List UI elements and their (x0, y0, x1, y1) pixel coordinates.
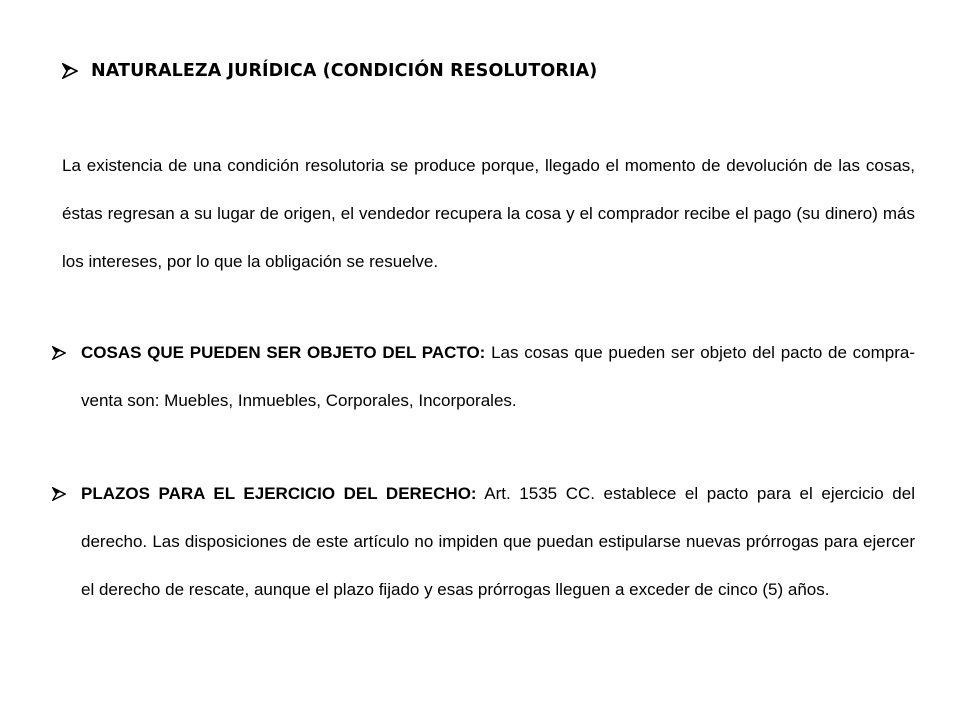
bullet-item-cosas (52, 329, 915, 425)
arrow-bullet-icon (52, 346, 66, 360)
bullet-text (81, 329, 915, 425)
bullet-item-plazos (52, 470, 915, 614)
bullet-text (81, 470, 915, 614)
arrow-bullet-icon (62, 63, 78, 79)
intro-paragraph: La existencia de una condición resolutoria se produce porque, llegado el momento de devolución de las cosas, éstas regresan a su lugar de origen, el vendedor recupera la cosa y el comprador recibe el pago (su dinero) más los intereses, por lo que la obligación se resuelve. (62, 156, 915, 271)
section-heading (62, 61, 922, 81)
bullet-body: Las cosas que pueden ser objeto del pacto de compra-venta son: Muebles, Inmuebles, Corporales, Incorporales. (81, 343, 915, 410)
bullet-label: COSAS QUE PUEDEN SER OBJETO DEL PACTO: (81, 343, 486, 362)
bullet-body: Art. 1535 CC. establece el pacto para el ejercicio del derecho. Las disposiciones de este artículo no impiden que puedan estipularse nuevas prórrogas para ejercer el derecho de rescate, aunque el plazo fijado y esas prórrogas lleguen a exceder de cinco (5) años. (81, 484, 915, 599)
arrow-bullet-icon (52, 487, 66, 501)
bullet-label: PLAZOS PARA EL EJERCICIO DEL DERECHO: (81, 484, 477, 503)
section-heading-text: NATURALEZA JURÍDICA (CONDICIÓN RESOLUTORIA) (91, 61, 598, 81)
